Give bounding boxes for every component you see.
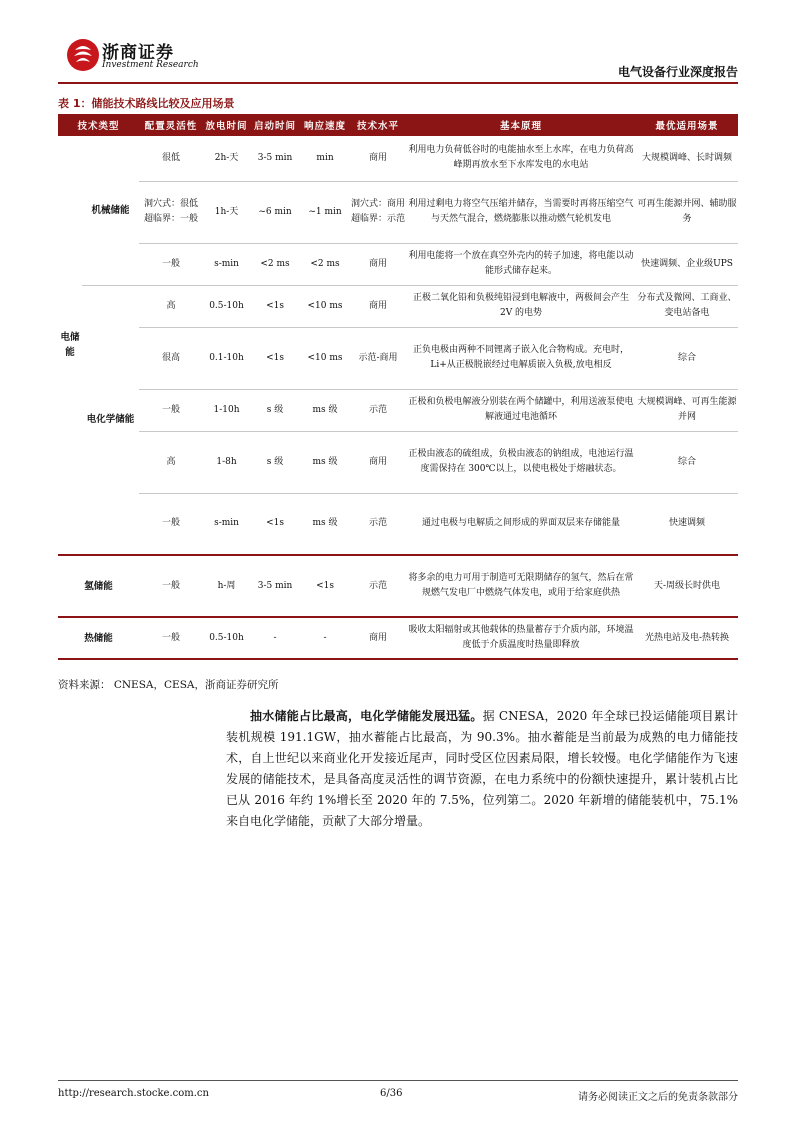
principle-cell: 利用电力负荷低谷时的电能抽水至上水库，在电力负荷高峰期再放水至下水库发电的水电站 <box>406 136 636 181</box>
start-cell: - <box>250 617 300 659</box>
flex-cell: 一般 <box>139 493 203 555</box>
start-cell: ~6 min <box>250 181 300 243</box>
scenario-cell: 大规模调峰、可再生能源并网 <box>636 389 738 431</box>
level-cell: 示范 <box>350 493 406 555</box>
principle-cell: 正极由液态的硫组成，负极由液态的钠组成，电池运行温度需保持在 300℃以上，以使电极处于熔融状态。 <box>406 431 636 493</box>
scenario-cell: 快速调频 <box>636 493 738 555</box>
principle-cell: 利用电能将一个放在真空外壳内的转子加速，将电能以动能形式储存起来。 <box>406 243 636 285</box>
level-cell: 洞穴式：商用 超临界：示范 <box>350 181 406 243</box>
scenario-cell: 光热电站及电-热转换 <box>636 617 738 659</box>
paragraph-lead: 抽水储能占比最高，电化学储能发展迅猛。 <box>250 709 483 723</box>
table-source: 资料来源： CNESA，CESA，浙商证券研究所 <box>58 679 279 691</box>
body-paragraph <box>226 706 738 832</box>
footer-url[interactable]: http://research.stocke.com.cn <box>58 1088 209 1099</box>
table-header-row <box>58 114 738 136</box>
principle-cell: 通过电极与电解质之间形成的界面双层来存储能量 <box>406 493 636 555</box>
response-cell: ~1 min <box>300 181 350 243</box>
discharge-cell: 0.5-10h <box>203 617 250 659</box>
col-header: 技术类型 <box>58 114 139 136</box>
flex-cell: 一般 <box>139 243 203 285</box>
table-row <box>58 285 738 327</box>
table-row <box>58 327 738 389</box>
category-electrochemical: 电化学储能 <box>82 285 139 555</box>
discharge-cell: s-min <box>203 243 250 285</box>
response-cell: <10 ms <box>300 327 350 389</box>
response-cell: <10 ms <box>300 285 350 327</box>
scenario-cell: 综合 <box>636 327 738 389</box>
level-cell: 商用 <box>350 617 406 659</box>
flex-cell: 一般 <box>139 555 203 617</box>
paragraph-text: 据 CNESA，2020 年全球已投运储能项目累计装机规模 191.1GW，抽水蓄能占比最高，为 90.3%。抽水蓄能是当前最为成熟的电力储能技术，自上世纪以来商业化开发接近尾声，同时受区位因素局限，增长较慢。电化学储能作为飞速发展的储能技术，是具备高度灵活性的调节资源，在电力系统中的份额快速提升，累计装机占比已从 2016 年约 1%增长至 2020 年的 7.5%，位列第二。2020 年新增的储能装机中，75.1%来自电化学储能，贡献了大部分增量。 <box>226 709 738 828</box>
response-cell: ms 级 <box>300 493 350 555</box>
logo-name-en: Investment Research <box>102 60 199 70</box>
level-cell: 商用 <box>350 285 406 327</box>
scenario-cell: 大规模调峰、长时调频 <box>636 136 738 181</box>
category-electric: 电储能 <box>58 136 82 555</box>
level-cell: 示范 <box>350 389 406 431</box>
col-header: 基本原理 <box>406 114 636 136</box>
storage-comparison-table <box>58 114 738 660</box>
response-cell: min <box>300 136 350 181</box>
level-cell: 商用 <box>350 243 406 285</box>
principle-cell: 吸收太阳辐射或其他载体的热量蓄存于介质内部，环境温度低于介质温度时热量即释放 <box>406 617 636 659</box>
start-cell: <2 ms <box>250 243 300 285</box>
table-title: 表 1：储能技术路线比较及应用场景 <box>58 97 235 110</box>
response-cell: ms 级 <box>300 431 350 493</box>
col-header: 配置灵活性 <box>139 114 203 136</box>
principle-cell: 利用过剩电力将空气压缩并储存，当需要时再将压缩空气与天然气混合，燃烧膨胀以推动燃气轮机发电 <box>406 181 636 243</box>
category-mechanical: 机械储能 <box>82 136 139 285</box>
scenario-cell: 综合 <box>636 431 738 493</box>
table-row <box>58 617 738 659</box>
principle-cell: 正负电极由两种不同锂离子嵌入化合物构成。充电时，Li+从正极脱嵌经过电解质嵌入负极,放电相反 <box>406 327 636 389</box>
page-number: 6/36 <box>380 1088 403 1099</box>
level-cell: 示范-商用 <box>350 327 406 389</box>
level-cell: 示范 <box>350 555 406 617</box>
principle-cell: 将多余的电力可用于制造可无限期储存的氢气，然后在常规燃气发电厂中燃烧气体发电，或用于给家庭供热 <box>406 555 636 617</box>
response-cell: - <box>300 617 350 659</box>
start-cell: <1s <box>250 493 300 555</box>
scenario-cell: 可再生能源并网、辅助服务 <box>636 181 738 243</box>
table-row <box>58 181 738 243</box>
principle-cell: 正极二氧化铅和负极纯铅浸到电解液中，两极间会产生 2V 的电势 <box>406 285 636 327</box>
report-type: 电气设备行业深度报告 <box>617 65 738 79</box>
flex-cell: 洞穴式：很低 超临界：一般 <box>139 181 203 243</box>
table-row <box>58 243 738 285</box>
discharge-cell: 0.1-10h <box>203 327 250 389</box>
col-header: 放电时间 <box>203 114 250 136</box>
discharge-cell: s-min <box>203 493 250 555</box>
response-cell: <1s <box>300 555 350 617</box>
start-cell: s 级 <box>250 431 300 493</box>
category-thermal: 热储能 <box>58 617 139 659</box>
flex-cell: 高 <box>139 285 203 327</box>
col-header: 技术水平 <box>350 114 406 136</box>
page-header <box>58 36 738 86</box>
flex-cell: 很高 <box>139 327 203 389</box>
start-cell: <1s <box>250 327 300 389</box>
footer-divider <box>58 1080 738 1081</box>
col-header: 启动时间 <box>250 114 300 136</box>
response-cell: ms 级 <box>300 389 350 431</box>
discharge-cell: 1-10h <box>203 389 250 431</box>
header-divider <box>58 82 738 84</box>
table-row <box>58 555 738 617</box>
discharge-cell: 0.5-10h <box>203 285 250 327</box>
flex-cell: 一般 <box>139 389 203 431</box>
level-cell: 商用 <box>350 431 406 493</box>
disclaimer-note: 请务必阅读正文之后的免责条款部分 <box>578 1092 738 1103</box>
discharge-cell: 1-8h <box>203 431 250 493</box>
table-row <box>58 389 738 431</box>
col-header: 最优适用场景 <box>636 114 738 136</box>
flex-cell: 很低 <box>139 136 203 181</box>
start-cell: 3-5 min <box>250 555 300 617</box>
col-header: 响应速度 <box>300 114 350 136</box>
company-logo-icon <box>66 38 100 72</box>
discharge-cell: 2h-天 <box>203 136 250 181</box>
discharge-cell: 1h-天 <box>203 181 250 243</box>
start-cell: <1s <box>250 285 300 327</box>
flex-cell: 高 <box>139 431 203 493</box>
start-cell: s 级 <box>250 389 300 431</box>
scenario-cell: 天-周级长时供电 <box>636 555 738 617</box>
table-row <box>58 431 738 493</box>
discharge-cell: h-周 <box>203 555 250 617</box>
logo-name-cn: 浙商证券 <box>102 43 174 63</box>
category-hydrogen: 氢储能 <box>58 555 139 617</box>
start-cell: 3-5 min <box>250 136 300 181</box>
response-cell: <2 ms <box>300 243 350 285</box>
table-row <box>58 493 738 555</box>
flex-cell: 一般 <box>139 617 203 659</box>
level-cell: 商用 <box>350 136 406 181</box>
table-row <box>58 136 738 181</box>
scenario-cell: 分布式及微网、工商业、变电站备电 <box>636 285 738 327</box>
principle-cell: 正极和负极电解液分别装在两个储罐中，利用送液泵使电解液通过电池循环 <box>406 389 636 431</box>
scenario-cell: 快速调频、企业级UPS <box>636 243 738 285</box>
